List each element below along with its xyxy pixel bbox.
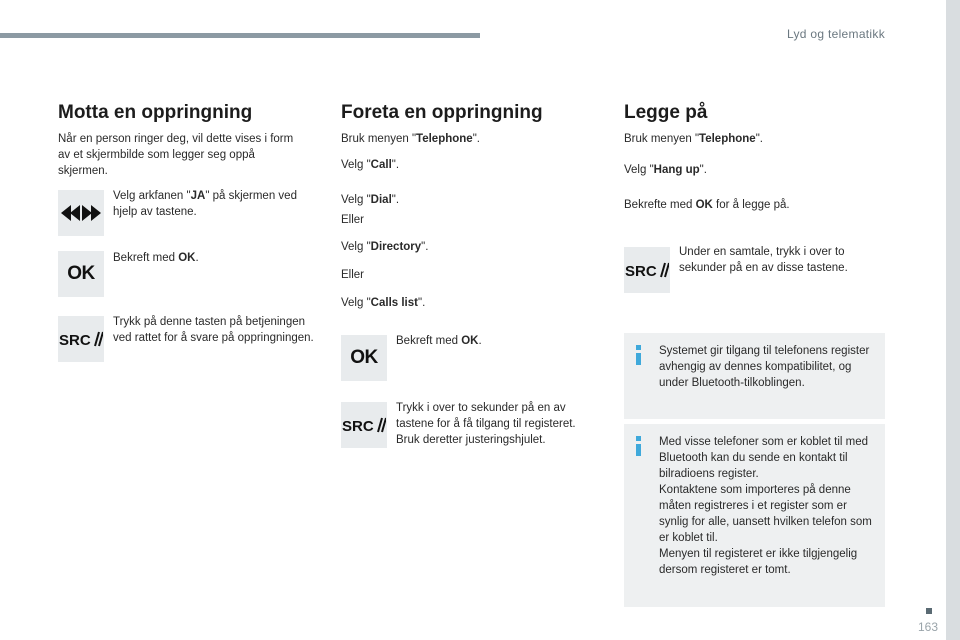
make-call-or2: Eller [341,269,365,281]
make-call-line3: Velg "Dial". [341,194,400,206]
svg-text:SRC: SRC [342,418,374,435]
hang-up-line1: Bruk menyen "Telephone". [624,133,763,145]
receive-step1-text: Velg arkfanen "JA" på skjermen ved hjelp av tastene. [113,190,297,218]
page-number: 163 [917,620,938,634]
svg-text:SRC: SRC [625,263,657,280]
make-call-step1-text: Bekreft med OK. [396,335,482,347]
receive-step2-text: Bekreft med OK. [113,252,199,264]
make-call-line7: Velg "Calls list". [341,297,426,309]
receive-call-intro: Når en person ringer deg, vil dette vises i form av et skjermbilde som legger seg oppå skjermen. [58,133,294,177]
make-call-line2: Velg "Call". [341,159,400,171]
src-icon [58,316,104,362]
info-icon [636,345,641,365]
hang-up-step1-text: Under en samtale, trykk i over to sekunder på en av disse tastene. [679,246,848,274]
page-edge-strip [946,0,960,640]
section-title-hang-up: Legge på [624,102,708,123]
src-icon [624,247,670,293]
section-title-receive-call: Motta en oppringning [58,102,253,123]
hang-up-line2: Velg "Hang up". [624,164,707,176]
receive-step3-text: Trykk på denne tasten på betjeningen ved rattet for å svare på oppringningen. [113,316,314,344]
make-call-line5: Velg "Directory". [341,241,429,253]
ok-icon: OK [58,251,104,297]
chapter-title: Lyd og telematikk [786,27,885,41]
make-call-or1: Eller [341,214,365,226]
page-marker [926,608,932,614]
svg-text:SRC: SRC [59,332,91,349]
section-title-make-call: Foreta en oppringning [341,102,543,123]
seek-arrows-icon [58,190,104,236]
make-call-line1: Bruk menyen "Telephone". [341,133,480,145]
info-box-register-compat [624,333,885,419]
ok-icon: OK [341,335,387,381]
make-call-step2-text: Trykk i over to sekunder på en av tastene for å få tilgang til registeret. Bruk deretter justeringshjulet. [396,402,576,446]
info-text-bluetooth-contacts: Med visse telefoner som er koblet til med Bluetooth kan du sende en kontakt til bilradioens register. Kontaktene som importeres på denne måten registreres i et register som er synlig for alle, uansett hvilken telefon som er koblet til. Menyen til registeret er ikke tilgjengelig dersom registeret er tomt. [659,436,872,576]
info-icon [636,436,641,456]
src-icon [341,402,387,448]
header-accent-bar [0,33,480,38]
info-text-register-compat: Systemet gir tilgang til telefonens register avhengig av dennes kompatibilitet, og under Bluetooth-tilkoblingen. [659,345,870,389]
info-box-bluetooth-contacts [624,424,885,607]
hang-up-line3: Bekrefte med OK for å legge på. [624,199,790,211]
